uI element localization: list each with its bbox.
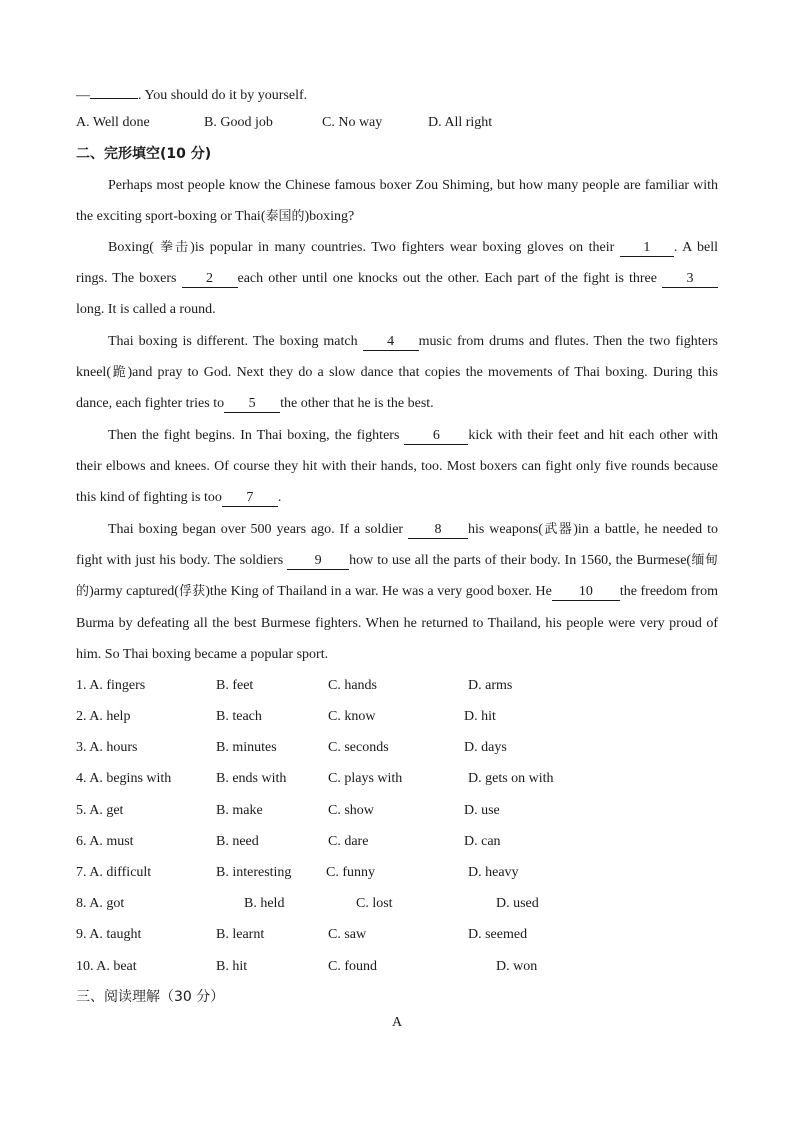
question-5-option-d: D. use (464, 803, 500, 818)
question-6-option-b: B. need (216, 834, 259, 849)
cloze-blank-9: 9 (287, 553, 349, 570)
question-7-option-a: 7. A. difficult (76, 865, 152, 880)
p2-text-b: )is popular in many countries. Two fighters wear boxing gloves on their (190, 240, 620, 255)
question-4-option-d: D. gets on with (468, 771, 554, 786)
question-2-option-b: B. teach (216, 709, 262, 724)
question-10-option-a: 10. A. beat (76, 959, 137, 974)
cloze-blank-8: 8 (408, 522, 468, 539)
question-5-option-b: B. make (216, 803, 263, 818)
question-3-option-b: B. minutes (216, 740, 277, 755)
p5-cn-gloss-3: 俘获 (178, 584, 206, 600)
question-1-option-d: D. arms (468, 678, 513, 693)
prev-option-a: A. Well done (76, 115, 150, 130)
prev-question-text: . You should do it by yourself. (138, 88, 308, 103)
question-7-option-c: C. funny (326, 865, 375, 880)
p2-text-e: long. It is called a round. (76, 302, 216, 318)
question-1-option-c: C. hands (328, 678, 377, 693)
p5-text-f: )the King of Thailand in a war. He was a very good boxer. He (205, 584, 552, 600)
question-8-option-d: D. used (496, 896, 539, 911)
prev-question-line (76, 82, 307, 106)
question-5-option-a: 5. A. get (76, 803, 124, 818)
question-2-option-a: 2. A. help (76, 709, 131, 724)
question-6-option-c: C. dare (328, 834, 369, 849)
cloze-blank-6: 6 (404, 428, 468, 445)
question-10-option-c: C. found (328, 959, 377, 974)
question-1-option-b: B. feet (216, 678, 254, 693)
prev-option-d: D. All right (428, 115, 493, 130)
passage-paragraph-4 (76, 420, 718, 514)
question-8-option-c: C. lost (356, 896, 393, 911)
question-9-option-c: C. saw (328, 927, 367, 942)
passage-paragraph-1 (76, 170, 718, 232)
question-3-option-a: 3. A. hours (76, 740, 138, 755)
question-4-option-c: C. plays with (328, 771, 403, 786)
question-7-option-b: B. interesting (216, 865, 292, 880)
question-6-option-d: D. can (464, 834, 501, 849)
cloze-blank-7: 7 (222, 490, 278, 507)
p1-cn-gloss: 泰国的 (265, 209, 305, 225)
cloze-blank-2: 2 (182, 271, 238, 288)
p3-text-a: Thai boxing is different. The boxing match (108, 334, 363, 349)
question-10-option-b: B. hit (216, 959, 248, 974)
question-4-option-b: B. ends with (216, 771, 287, 786)
reading-passage-label: A (391, 1015, 403, 1030)
p2-text-c: . A bell rings. The boxers (76, 240, 718, 287)
passage-paragraph-3 (76, 326, 718, 420)
question-4-option-a: 4. A. begins with (76, 771, 172, 786)
p1-text-b: )boxing? (304, 209, 355, 225)
p2-text-d: each other until one knocks out the other. Each part of the fight is three (237, 271, 662, 287)
section-title-reading: 三、阅读理解（30 分） (76, 989, 225, 1005)
p2-cn-gloss: 拳击 (153, 240, 191, 255)
question-6-option-a: 6. A. must (76, 834, 134, 849)
question-8-option-b: B. held (244, 896, 285, 911)
prev-option-b: B. Good job (204, 115, 273, 130)
cloze-blank-5: 5 (224, 396, 280, 413)
prev-option-c: C. No way (322, 115, 383, 130)
p5-text-d: how to use all the parts of their body. In 1560, the Burmese( (349, 553, 692, 569)
section-title-cloze: 二、完形填空(10 分) (76, 146, 212, 162)
p4-text-a: Then the fight begins. In Thai boxing, the fighters (108, 428, 405, 443)
question-2-option-d: D. hit (464, 709, 496, 724)
question-1-option-a: 1. A. fingers (76, 678, 146, 693)
p4-text-c: . (277, 490, 282, 506)
cloze-blank-3: 3 (662, 271, 718, 288)
question-7-option-d: D. heavy (468, 865, 519, 880)
p5-text-a: Thai boxing began over 500 years ago. If a soldier (108, 522, 409, 537)
question-2-option-c: C. know (328, 709, 376, 724)
question-8-option-a: 8. A. got (76, 896, 125, 911)
p2-text-a: Boxing( (108, 240, 154, 255)
question-9-option-a: 9. A. taught (76, 927, 142, 942)
p5-text-c: )in a battle, he needed to fight with just his body. The soldiers (76, 522, 718, 569)
cloze-blank-4: 4 (363, 334, 419, 351)
passage-paragraph-5 (76, 514, 718, 670)
p3-text-d: the other that he is the best. (280, 396, 434, 412)
question-9-option-d: D. seemed (468, 927, 528, 942)
cloze-blank-10: 10 (552, 584, 620, 601)
p3-text-c: )and pray to God. Next they do a slow dance that copies the movements of Thai boxing. During this dance, each fighter tries to (76, 365, 718, 412)
passage-paragraph-2 (76, 232, 718, 326)
p5-cn-gloss-2: 缅甸的 (76, 553, 718, 600)
question-10-option-d: D. won (496, 959, 538, 974)
p1-text-a: Perhaps most people know the Chinese famous boxer Zou Shiming, but how many people are familiar with the exciting sport-boxing or Thai( (76, 178, 718, 225)
question-9-option-b: B. learnt (216, 927, 265, 942)
dash: — (76, 88, 90, 103)
p5-text-b: his weapons( (468, 522, 543, 537)
question-3-option-c: C. seconds (328, 740, 389, 755)
p3-cn-gloss: 跪 (110, 365, 128, 381)
question-3-option-d: D. days (464, 740, 507, 755)
p3-text-b: music from drums and flutes. Then the two fighters kneel( (76, 334, 718, 381)
p5-text-g: the freedom from Burma by defeating all the best Burmese fighters. When he returned to Thailand, his people were very proud of him. So Thai boxing became a popular sport. (76, 584, 718, 662)
answer-blank (90, 82, 138, 99)
p5-text-e: )army captured( (89, 584, 179, 600)
p5-cn-gloss-1: 武器 (542, 522, 574, 537)
question-5-option-c: C. show (328, 803, 374, 818)
cloze-blank-1: 1 (620, 240, 674, 257)
p4-text-b: kick with their feet and hit each other with their elbows and knees. Of course they hit with their hands, too. Most boxers can fight only five rounds because this kind of fighting is too (76, 428, 719, 506)
